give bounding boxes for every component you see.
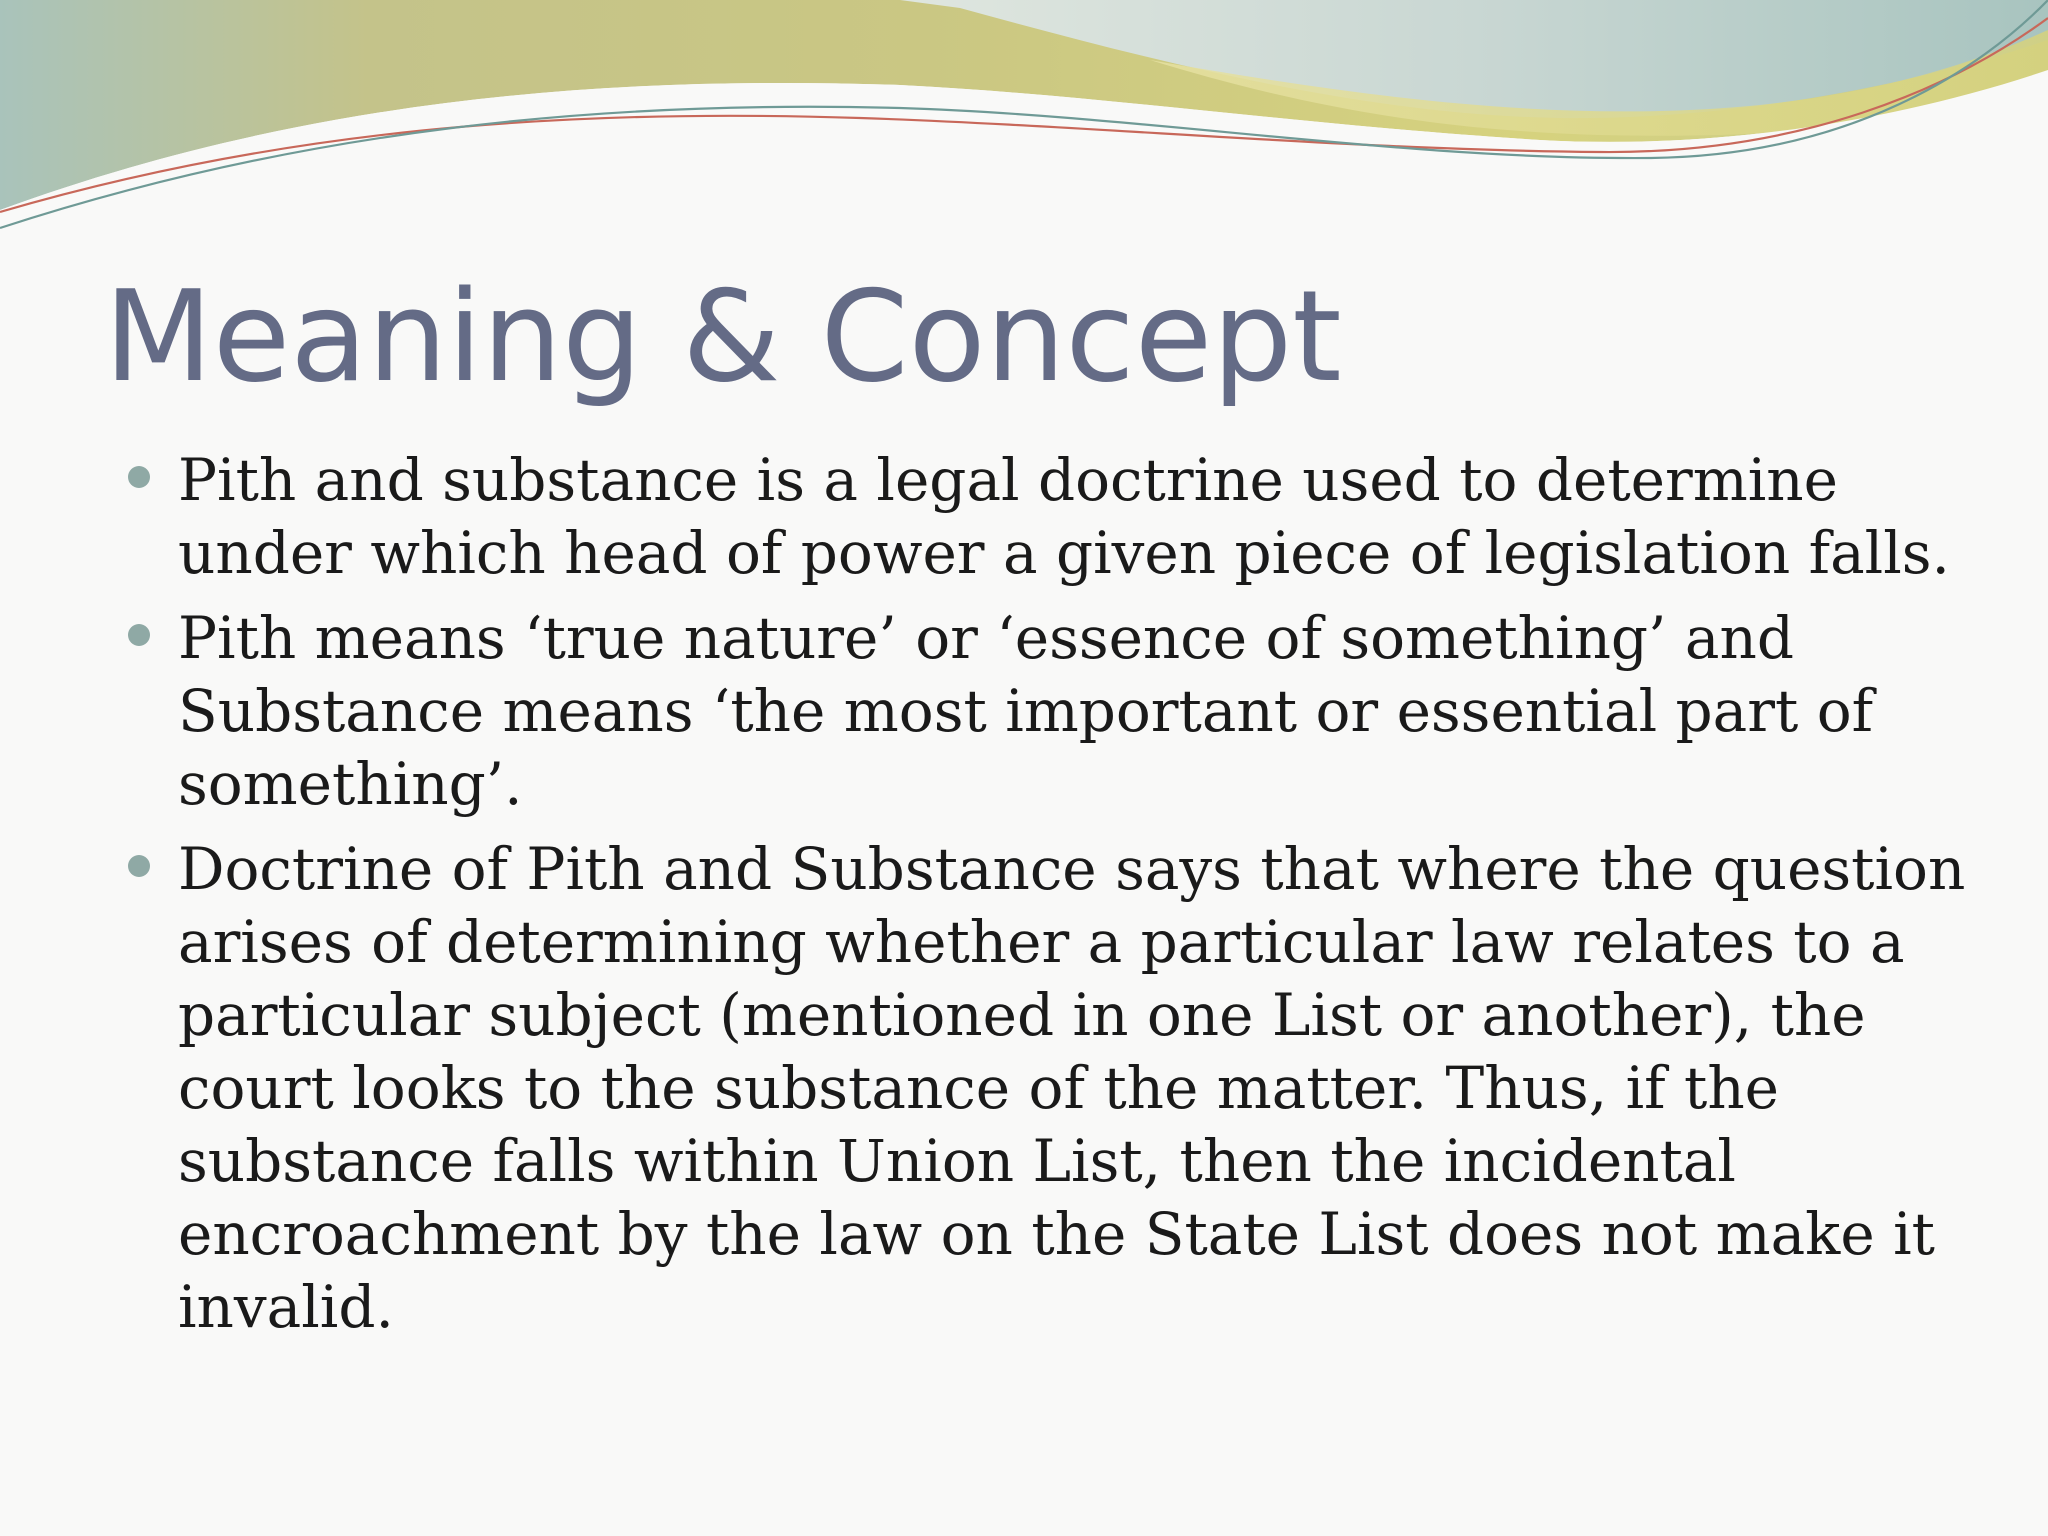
bullet-text: Pith and substance is a legal doctrine used to determine under which head of power a given piece of legislation falls. — [178, 446, 1950, 587]
bullet-list — [124, 444, 2004, 1356]
slide-title: Meaning & Concept — [104, 263, 1342, 410]
bullet-dot-icon — [128, 624, 150, 646]
header-wave-decoration — [0, 0, 2048, 260]
bullet-item — [124, 444, 2004, 590]
bullet-item — [124, 602, 2004, 821]
bullet-dot-icon — [128, 466, 150, 488]
bullet-text: Pith means ‘true nature’ or ‘essence of something’ and Substance means ‘the most important or essential part of something’. — [178, 604, 1874, 818]
bullet-item — [124, 833, 2004, 1344]
bullet-dot-icon — [128, 855, 150, 877]
bullet-text: Doctrine of Pith and Substance says that where the question arises of determining whether a particular law relates to a particular subject (mentioned in one List or another), the court looks to the substance of the matter. Thus, if the substance falls within Union List, then the incidental encroachment by the law on the State List does not make it invalid. — [178, 835, 1966, 1341]
